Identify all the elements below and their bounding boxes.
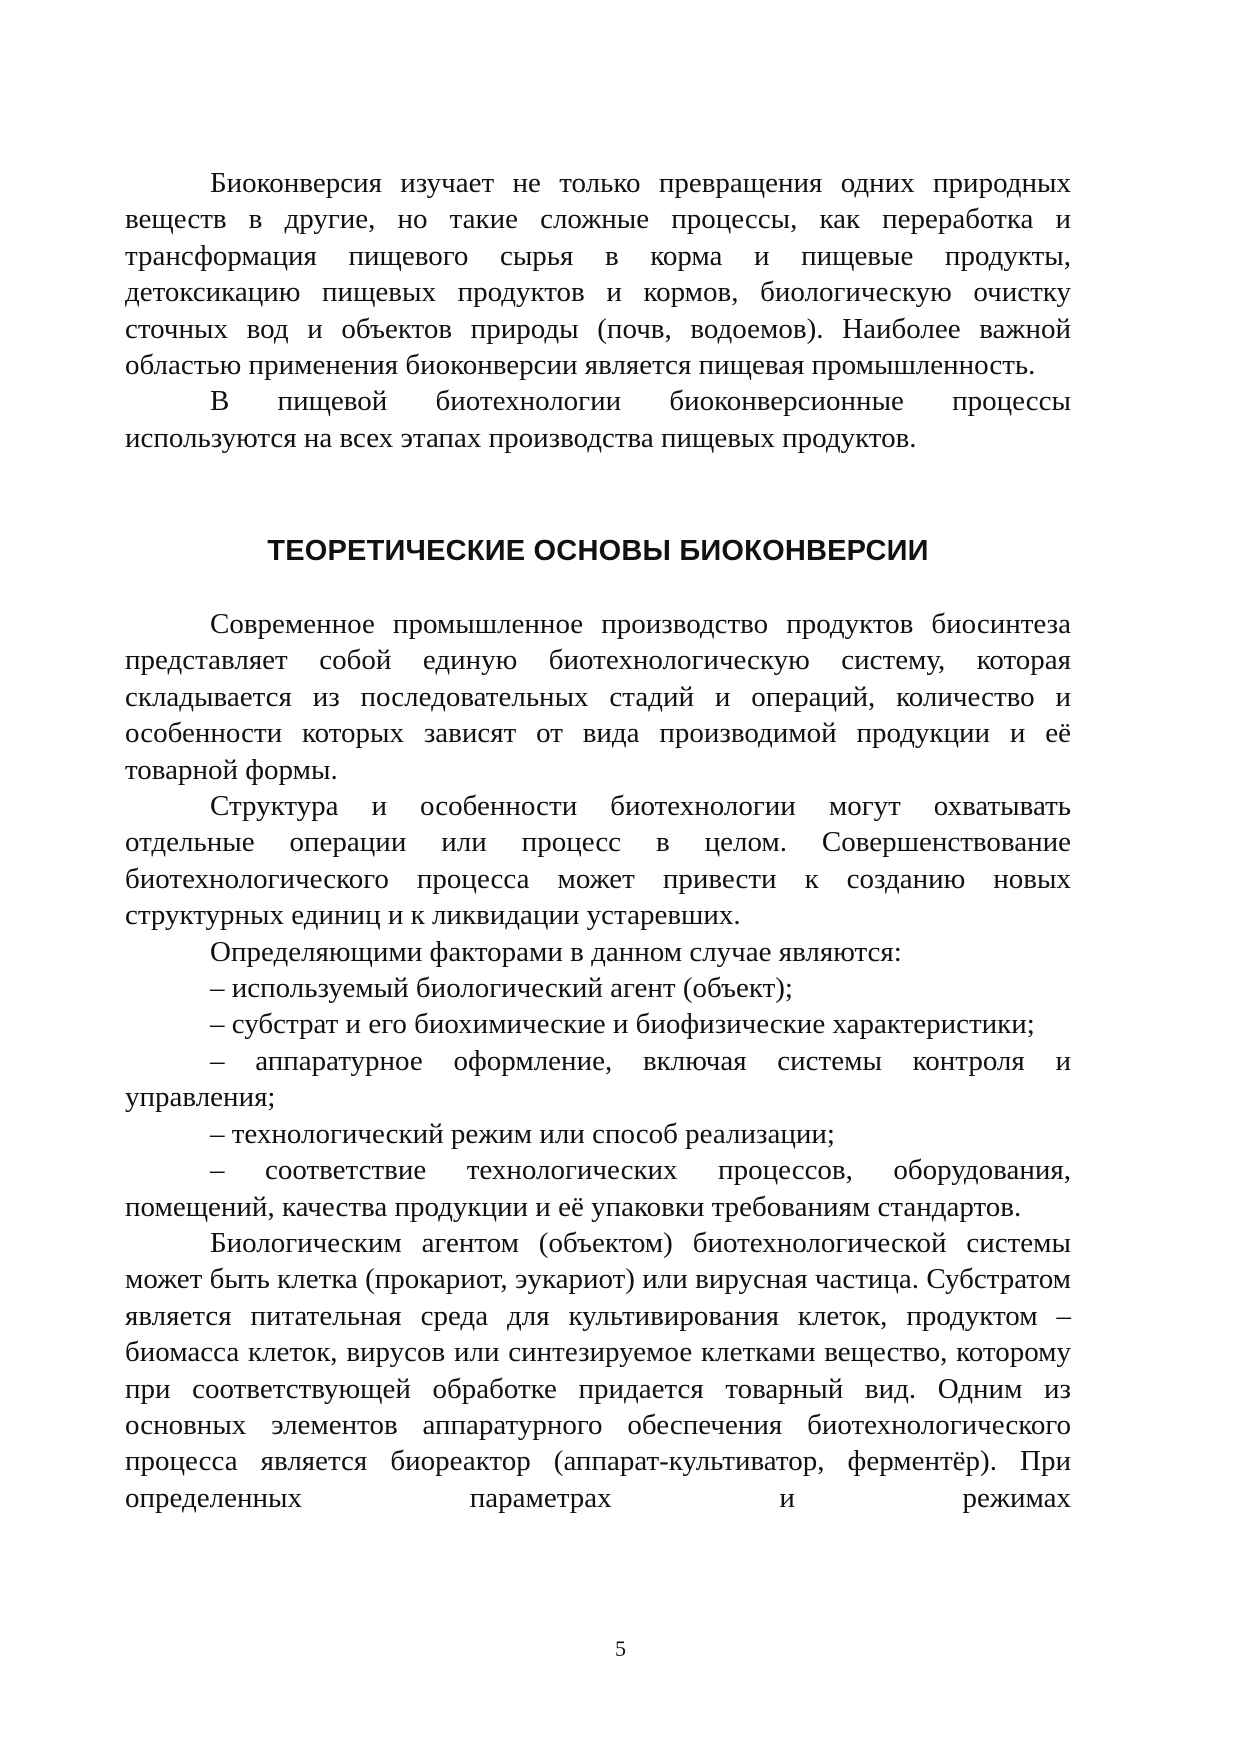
factor-item-5: – соответствие технологических процессов, оборудования, помещений, качества продукции и её упаковки требованиям стандартов. bbox=[125, 1154, 1071, 1223]
factor-item-4: – технологический режим или способ реализации; bbox=[210, 1117, 835, 1150]
page-number: 5 bbox=[615, 1636, 626, 1661]
intro-paragraph-1: Биоконверсия изучает не только превращения одних природных веществ в другие, но такие сложные процессы, как переработка и трансформация пищевого сырья в корма и пищевые продукты, детоксикацию пищевых продуктов и кормов, биологическую очистку сточных вод и объектов природы (почв, водоемов). Наиболее важной областью применения биоконверсии является пищевая промышленность. bbox=[125, 167, 1071, 382]
intro-text-block bbox=[125, 165, 1071, 456]
factor-item-2: – субстрат и его биохимические и биофизические характеристики; bbox=[210, 1008, 1035, 1041]
section-text-block bbox=[125, 606, 1071, 1516]
section-paragraph-1: Современное промышленное производство продуктов биосинтеза представляет собой единую биотехнологическую систему, которая складывается из последовательных стадий и операций, количество и особенности которых зависят от вида производимой продукции и её товарной формы. bbox=[125, 608, 1071, 786]
section-paragraph-2: Структура и особенности биотехнологии могут охватывать отдельные операции или процесс в целом. Совершенствование биотехнологического процесса может привести к созданию новых структурных единиц и к ликвидации устаревших. bbox=[125, 790, 1071, 932]
section-paragraph-3: Определяющими факторами в данном случае являются: bbox=[210, 935, 902, 968]
closing-paragraph: Биологическим агентом (объектом) биотехнологической системы может быть клетка (прокариот, эукариот) или вирусная частица. Субстратом является питательная среда для культивирования клеток, продуктом – биомасса клеток, вирусов или синтезируемое клетками вещество, которому при соответствующей обработке придается товарный вид. Одним из основных элементов аппаратурного обеспечения биотехнологического процесса является биореактор (аппарат-культиватор, ферментёр). При определенных параметрах и режимах bbox=[125, 1226, 1071, 1514]
factor-item-1: – используемый биологический агент (объект); bbox=[210, 972, 793, 1005]
section-heading: ТЕОРЕТИЧЕСКИЕ ОСНОВЫ БИОКОНВЕРСИИ bbox=[267, 535, 929, 567]
intro-paragraph-2: В пищевой биотехнологии биоконверсионные процессы используются на всех этапах производства пищевых продуктов. bbox=[125, 385, 1071, 454]
factor-item-3: – аппаратурное оформление, включая системы контроля и управления; bbox=[125, 1044, 1071, 1114]
